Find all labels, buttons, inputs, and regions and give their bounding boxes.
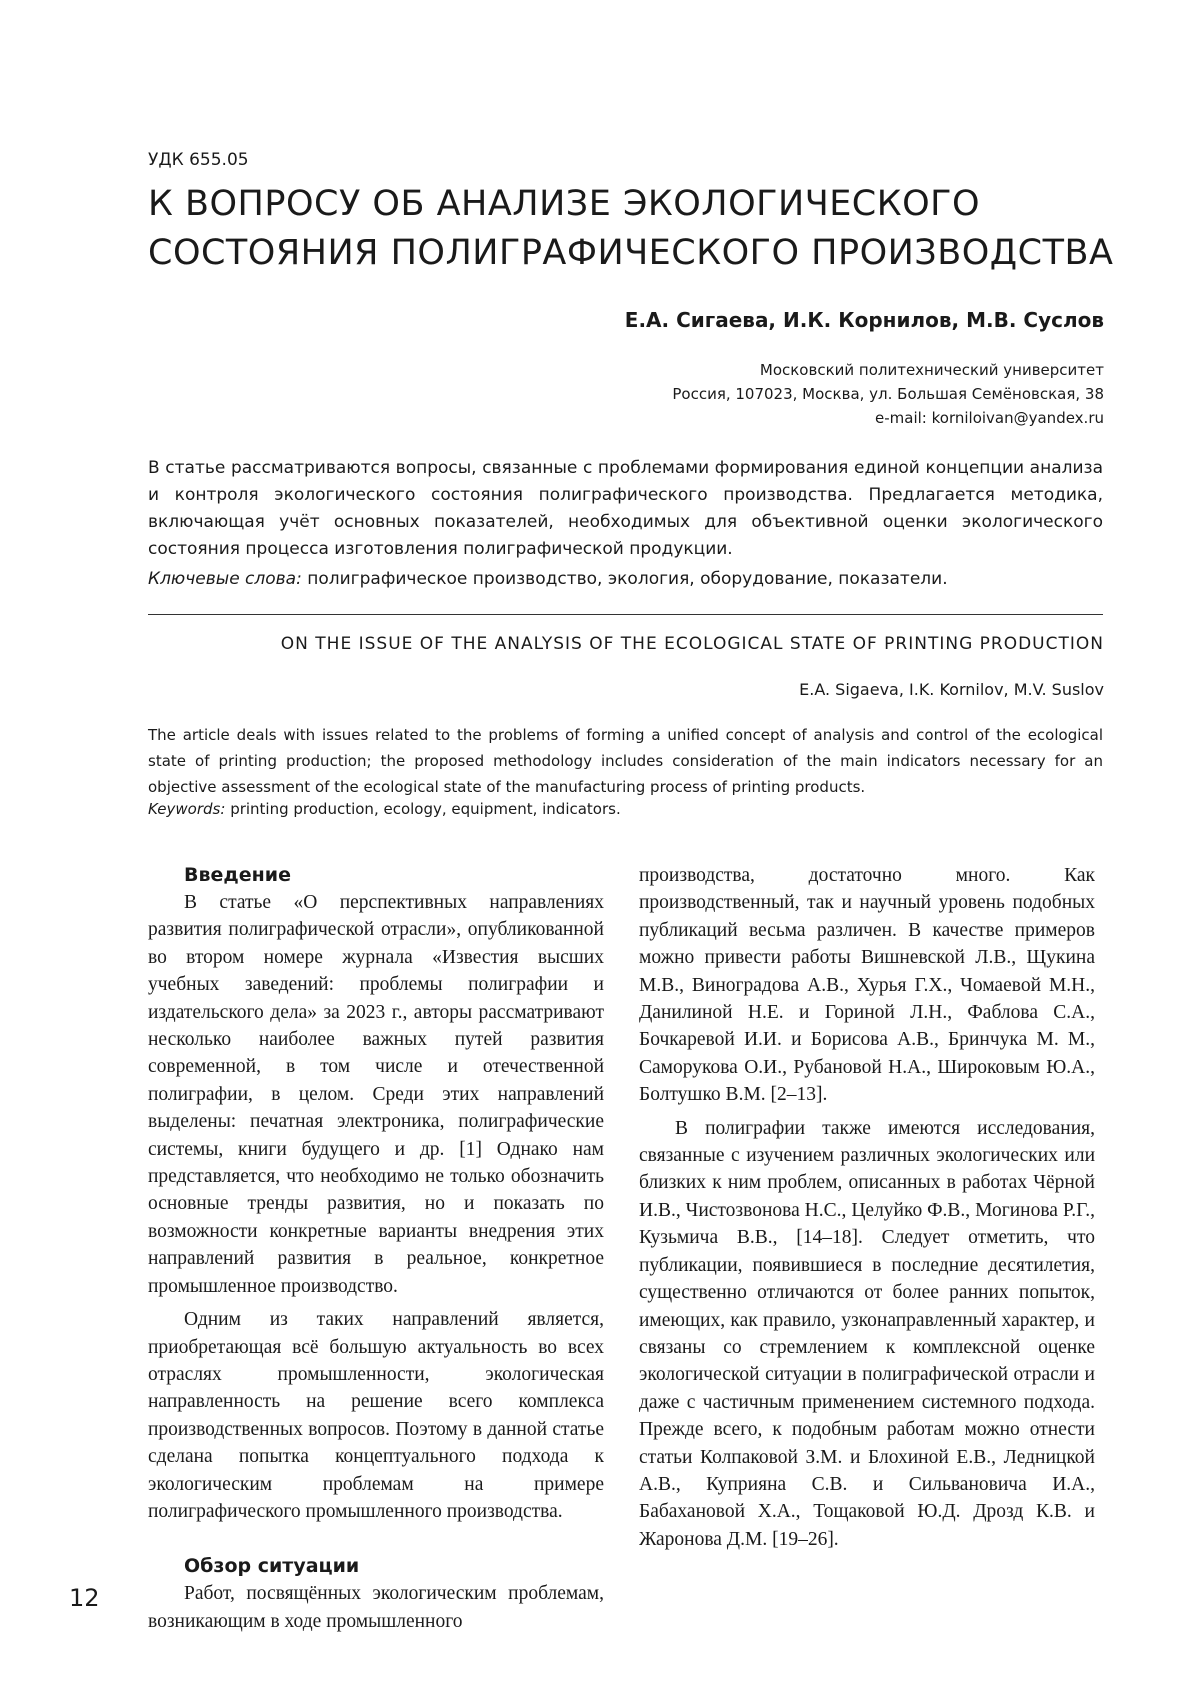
section-divider — [148, 614, 1103, 615]
body-column-left — [148, 862, 604, 1635]
section-heading-intro: Введение — [184, 864, 291, 886]
keywords-en-list: printing production, ecology, equipment, indicators. — [225, 800, 621, 818]
title-line: К ВОПРОСУ ОБ АНАЛИЗЕ ЭКОЛОГИЧЕСКОГО — [148, 184, 981, 224]
abstract-en: The article deals with issues related to the problems of forming a unified concept of analysis and control of the ecological state of printing production; the proposed methodology includes consideration of the main indicators necessary for an objective assessment of the ecological state of the manufacturing process of printing products. — [148, 726, 1103, 796]
keywords-en-label: Keywords: — [148, 800, 226, 818]
keywords-ru-label: Ключевые слова: — [148, 569, 302, 589]
body-paragraph: Работ, посвящённых экологическим проблемам, возникающим в ходе промышленного — [148, 1583, 604, 1632]
keywords-ru — [148, 569, 948, 589]
body-paragraph: Одним из таких направлений является, приобретающая всё большую актуальность во всех отраслях промышленности, экологическая направленность на решение всего комплекса производственных вопросов. Поэтому в данной статье сделана попытка концептуального подхода к экологическим проблемам на примере полиграфического промышленного производства. — [148, 1309, 604, 1522]
udk-code: УДК 655.05 — [148, 150, 249, 170]
english-authors: E.A. Sigaeva, I.K. Kornilov, M.V. Suslov — [799, 680, 1104, 699]
body-paragraph: производства, достаточно много. Как производственный, так и научный уровень подобных публикаций весьма различен. В качестве примеров можно привести работы Вишневской Л.В., Щукина М.В., Виноградова А.В., Хурья Г.Х., Чомаевой М.Н., Данилиной Н.Е. и Гориной Л.Н., Фаблова С.А., Бочкаревой И.И. и Борисова А.В., Бринчука М. М., Саморукова О.И., Рубановой Н.А., Широковым Ю.А., Болтушко В.М. [2–13]. — [639, 865, 1095, 1106]
affiliation-university: Московский политехнический университет — [759, 361, 1104, 379]
page-number: 12 — [69, 1584, 100, 1612]
body-column-right — [639, 862, 1095, 1553]
affiliation-email: e-mail: korniloivan@yandex.ru — [875, 409, 1104, 427]
section-heading-review: Обзор ситуации — [184, 1555, 360, 1578]
english-title: ON THE ISSUE OF THE ANALYSIS OF THE ECOLOGICAL STATE OF PRINTING PRODUCTION — [280, 634, 1104, 654]
keywords-en — [148, 800, 621, 818]
article-title — [148, 180, 1114, 278]
title-line: СОСТОЯНИЯ ПОЛИГРАФИЧЕСКОГО ПРОИЗВОДСТВА — [148, 233, 1114, 273]
body-paragraph: В статье «О перспективных направлениях развития полиграфической отрасли», опубликованной во втором номере журнала «Известия высших учебных заведений: проблемы полиграфии и издательского дела» за 2023 г., авторы рассматривают несколько наиболее важных путей развития современной, в том числе и отечественной полиграфии, в целом. Среди этих направлений выделены: печатная электроника, полиграфические системы, книги будущего и др. [1] Однако нам представляется, что необходимо не только обозначить основные тренды развития, но и показать по возможности конкретные варианты внедрения этих направлений развития в реальное, конкретное промышленное производство. — [148, 892, 604, 1297]
abstract-ru: В статье рассматриваются вопросы, связанные с проблемами формирования единой концепции анализа и контроля экологического состояния полиграфического производства. Предлагается методика, включающая учёт основных показателей, необходимых для объективной оценки экологического состояния процесса изготовления полиграфической продукции. — [148, 458, 1103, 559]
keywords-ru-list: полиграфическое производство, экология, оборудование, показатели. — [301, 569, 948, 589]
authors: Е.А. Сигаева, И.К. Корнилов, М.В. Суслов — [624, 308, 1104, 332]
affiliation — [672, 358, 1104, 430]
body-paragraph: В полиграфии также имеются исследования, связанные с изучением различных экологических или близких к ним проблем, описанных в работах Чёрной И.В., Чистозвонова Н.С., Целуйко Ф.В., Могинова Р.Г., Кузьмича В.В., [14–18]. Следует отметить, что публикации, появившиеся в последние десятилетия, существенно отличаются от более ранних попыток, имеющих, как правило, узконаправленный характер, и связаны со стремлением к комплексной оценке экологической ситуации в полиграфической отрасли и даже с частичным применением системного подхода. Прежде всего, к подобным работам можно отнести статьи Колпаковой З.М. и Блохиной Е.В., Ледницкой А.В., Куприяна С.В. и Сильвановича И.А., Бабахановой Х.А., Тощаковой Ю.Д. Дрозд К.В. и Жаронова Д.М. [19–26]. — [639, 1117, 1095, 1550]
affiliation-address: Россия, 107023, Москва, ул. Большая Семёновская, 38 — [672, 385, 1104, 403]
